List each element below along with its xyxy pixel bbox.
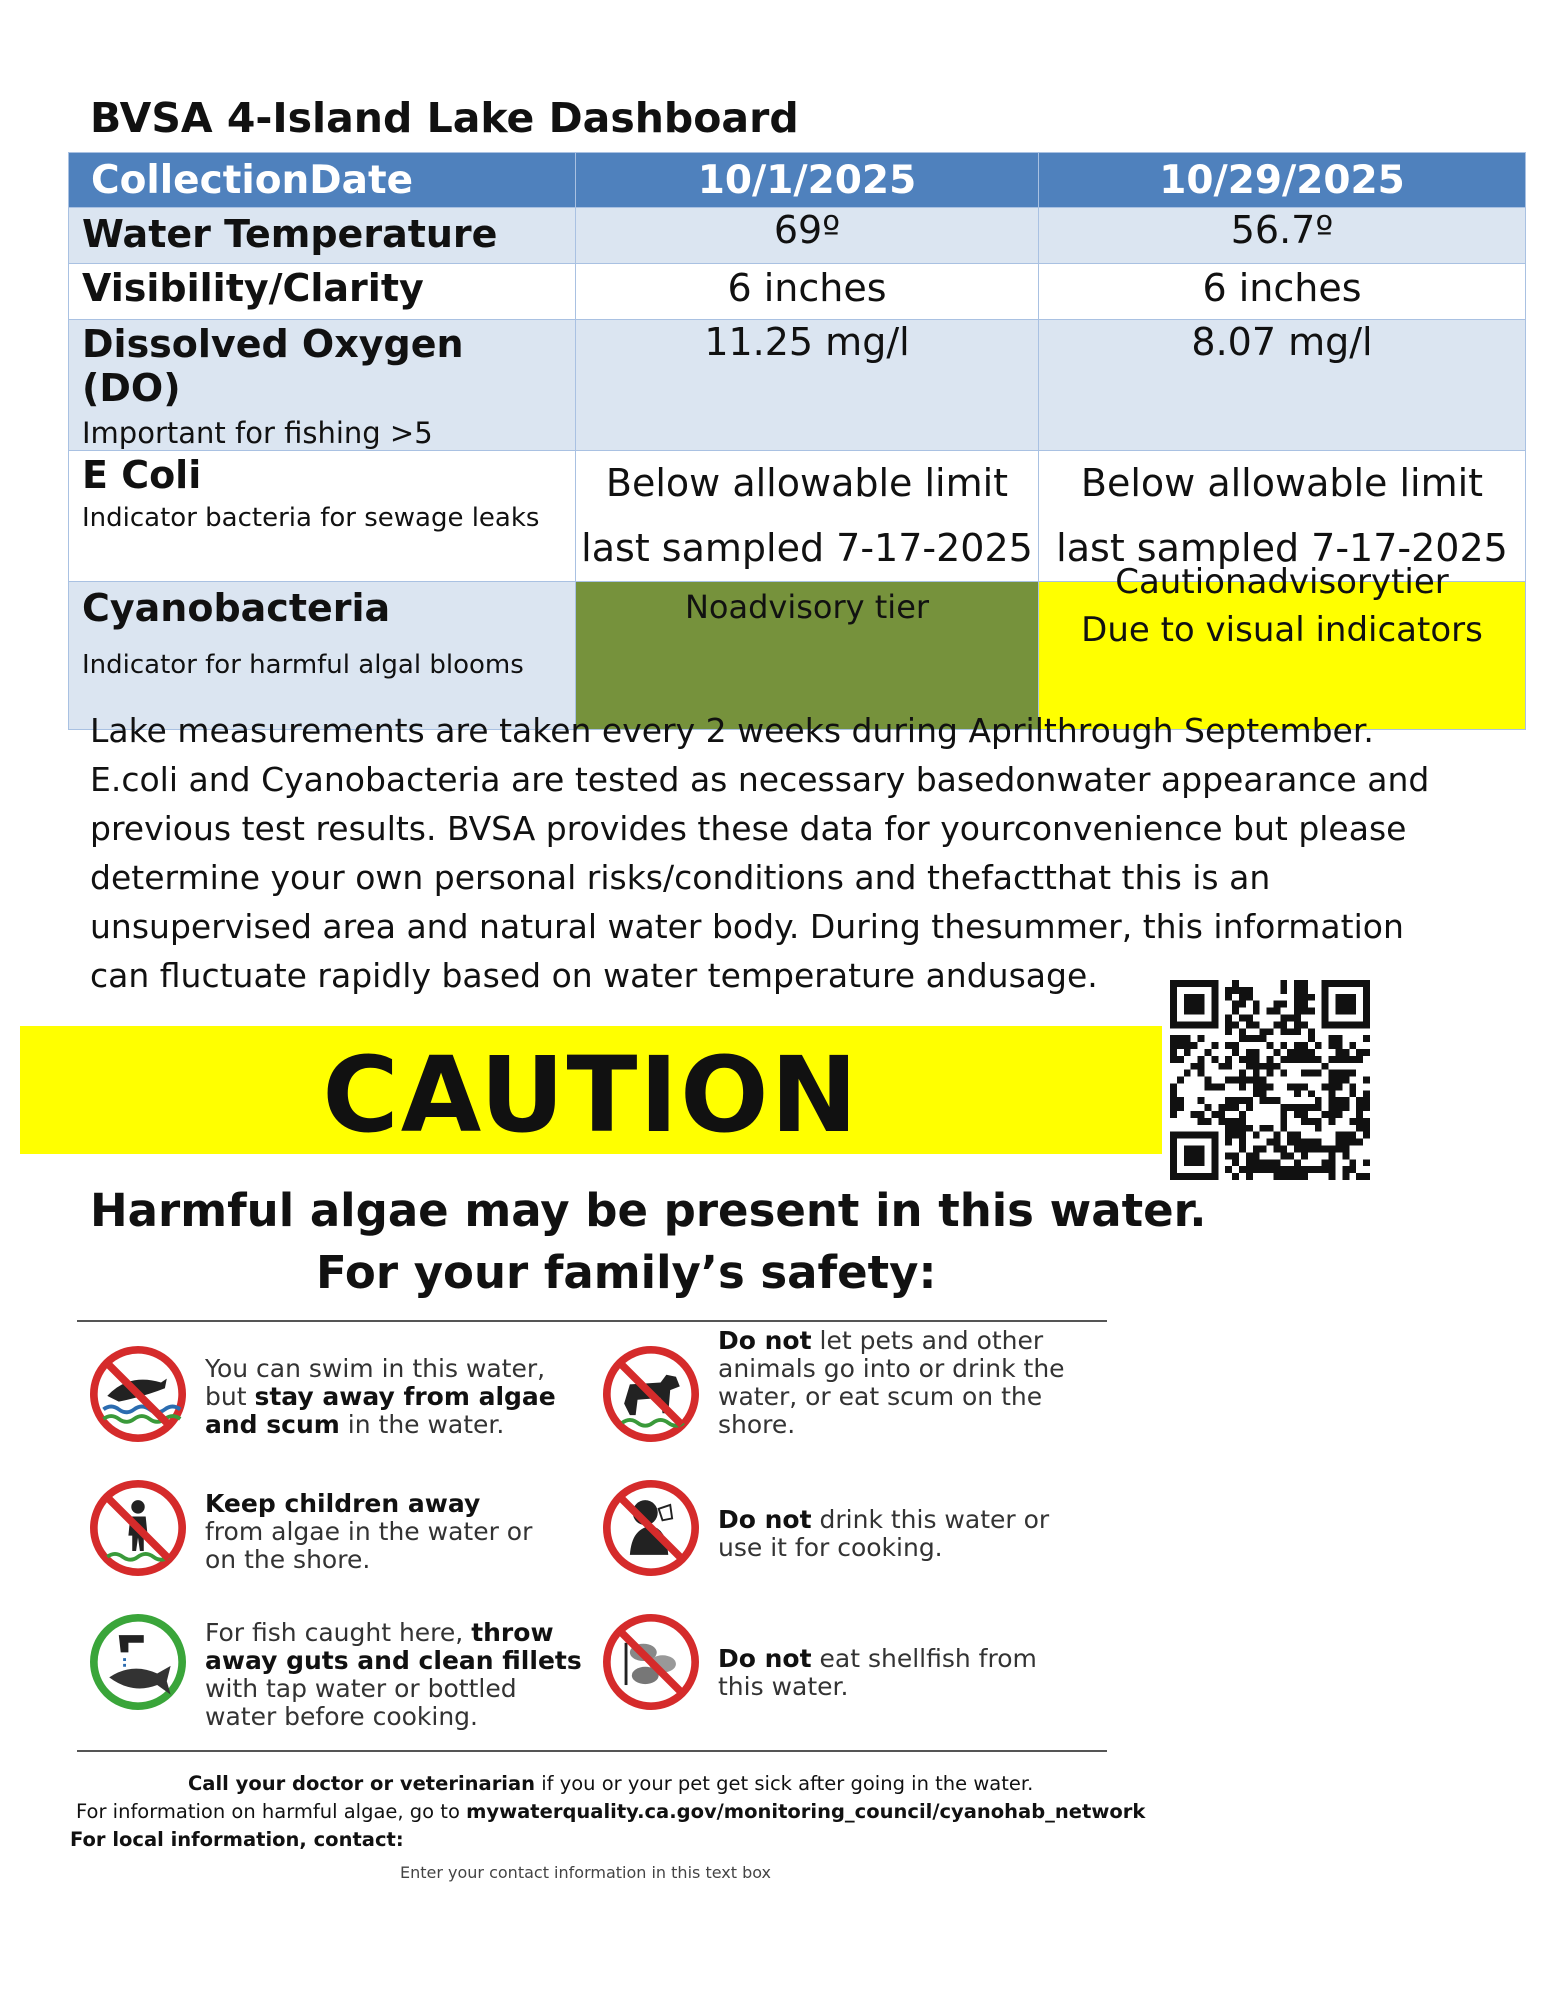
sign-item-swim-text — [205, 1355, 565, 1439]
no-children-icon — [90, 1480, 186, 1576]
ecoli-note: Indicator bacteria for sewage leaks — [82, 503, 540, 533]
cyanobacteria-value-2-line2: Due to visual indicators — [1081, 610, 1483, 650]
cyanobacteria-value-2-line1: Cautionadvisorytier — [1115, 562, 1449, 602]
visibility-value-2: 6 inches — [1039, 264, 1526, 320]
qr-code-icon[interactable] — [1170, 980, 1370, 1180]
item-text-bold: stay away from algae and scum — [205, 1382, 556, 1439]
dashboard-table — [68, 152, 1526, 730]
table-row — [69, 208, 1526, 264]
sign-heading: Harmful algae may be present in this water. — [90, 1184, 1207, 1237]
item-text-post: in the water. — [339, 1410, 505, 1439]
paragraph-line: E.coli and Cyanobacteria are tested as necessary basedonwater appearance and — [90, 760, 1430, 799]
dissolved-oxygen-value-2: 8.07 mg/l — [1039, 320, 1526, 451]
footer-pre: For information on harmful algae, go to — [76, 1800, 467, 1823]
visibility-value-1: 6 inches — [576, 264, 1039, 320]
cyanobacteria-value-1: Noadvisory tier — [684, 588, 930, 626]
sign-footer-local — [70, 1828, 404, 1851]
ecoli-value-1-line1: Below allowable limit — [605, 461, 1009, 505]
caution-banner-text: CAUTION — [322, 1034, 860, 1156]
page-title: BVSA 4-Island Lake Dashboard — [90, 94, 799, 142]
item-text-post: from algae in the water or on the shore. — [205, 1517, 533, 1574]
dissolved-oxygen-note: Important for fishing >5 — [82, 416, 433, 450]
item-text-bold: Do not — [718, 1644, 812, 1673]
table-row — [69, 320, 1526, 451]
algae-info-link[interactable]: mywaterquality.ca.gov/monitoring_council/cyanohab_network — [466, 1800, 1146, 1823]
sign-footer-info — [76, 1800, 1145, 1823]
dissolved-oxygen-value-1: 11.25 mg/l — [576, 320, 1039, 451]
paragraph-line: can fluctuate rapidly based on water temperature andusage. — [90, 956, 1098, 995]
no-pets-icon — [603, 1346, 699, 1442]
date-column-2: 10/29/2025 — [1039, 153, 1526, 208]
no-shellfish-icon — [603, 1614, 699, 1710]
dissolved-oxygen-label: Dissolved Oxygen (DO) — [82, 322, 464, 410]
item-text-post: let pets and other animals go into or drink the water, or eat scum on the shore. — [718, 1326, 1065, 1439]
item-text-pre: You can swim in this water, but — [205, 1354, 546, 1411]
water-temp-value-1: 69º — [576, 208, 1039, 264]
ecoli-value-1-line2: last sampled 7-17-2025 — [581, 526, 1033, 570]
ecoli-value-1 — [576, 451, 1039, 582]
item-text-bold: Do not — [718, 1505, 812, 1534]
cyanobacteria-note: Indicator for harmful algal blooms — [82, 650, 524, 680]
item-text-post: eat shellfish from this water. — [718, 1644, 1037, 1701]
sign-divider-top — [77, 1320, 1107, 1322]
contact-info-note[interactable]: Enter your contact information in this text box — [400, 1863, 772, 1882]
row-label-cell — [69, 264, 576, 320]
row-label-cell — [69, 320, 576, 451]
paragraph-line: unsupervised area and natural water body. During thesummer, this information — [90, 907, 1404, 946]
local-contact-label: For local information, contact: — [70, 1828, 404, 1851]
paragraph-line: determine your own personal risks/conditions and thefactthat this is an — [90, 858, 1271, 897]
water-temp-value-2: 56.7º — [1039, 208, 1526, 264]
ecoli-label: E Coli — [82, 453, 202, 497]
sign-item-fish-text — [205, 1619, 585, 1731]
item-text-pre: For fish caught here, — [205, 1618, 472, 1647]
date-column-1: 10/1/2025 — [576, 153, 1039, 208]
row-label-cell — [69, 208, 576, 264]
footer-bold: Call your doctor or veterinarian — [188, 1772, 536, 1795]
item-text-bold: Keep children away — [205, 1489, 481, 1518]
cyanobacteria-label: Cyanobacteria — [82, 586, 391, 630]
paragraph-line: Lake measurements are taken every 2 weeks during Aprilthrough September. — [90, 711, 1374, 750]
sign-subheading: For your family’s safety: — [316, 1246, 937, 1299]
sign-item-drinking-text — [718, 1506, 1098, 1562]
footer-rest: if you or your pet get sick after going in the water. — [535, 1772, 1034, 1795]
info-paragraph — [90, 706, 1430, 1000]
item-text-post: with tap water or bottled water before cooking. — [205, 1674, 517, 1731]
item-text-bold: throw away guts and clean fillets — [205, 1618, 582, 1675]
ecoli-value-2-line1: Below allowable limit — [1080, 461, 1484, 505]
item-text-bold: Do not — [718, 1326, 812, 1355]
visibility-label: Visibility/Clarity — [82, 266, 424, 310]
no-drinking-icon — [603, 1480, 699, 1576]
caution-banner — [20, 1026, 1162, 1154]
no-swimming-with-algae-icon — [90, 1346, 186, 1442]
table-row — [69, 264, 1526, 320]
item-text-post: drink this water or use it for cooking. — [718, 1505, 1050, 1562]
sign-item-pets-text — [718, 1327, 1078, 1439]
row-label-cell — [69, 451, 576, 582]
sign-item-children-text — [205, 1490, 545, 1574]
water-temp-label: Water Temperature — [82, 212, 498, 256]
sign-item-shellfish-text — [718, 1645, 1058, 1701]
clean-fish-icon — [90, 1614, 186, 1710]
sign-footer-doctor — [188, 1772, 1033, 1795]
ecoli-value-2-line2: last sampled 7-17-2025 — [1056, 526, 1508, 570]
sign-divider-bottom — [77, 1750, 1107, 1752]
collection-date-label: CollectionDate — [69, 153, 576, 208]
table-header-row — [69, 153, 1526, 208]
paragraph-line: previous test results. BVSA provides these data for yourconvenience but please — [90, 809, 1407, 848]
